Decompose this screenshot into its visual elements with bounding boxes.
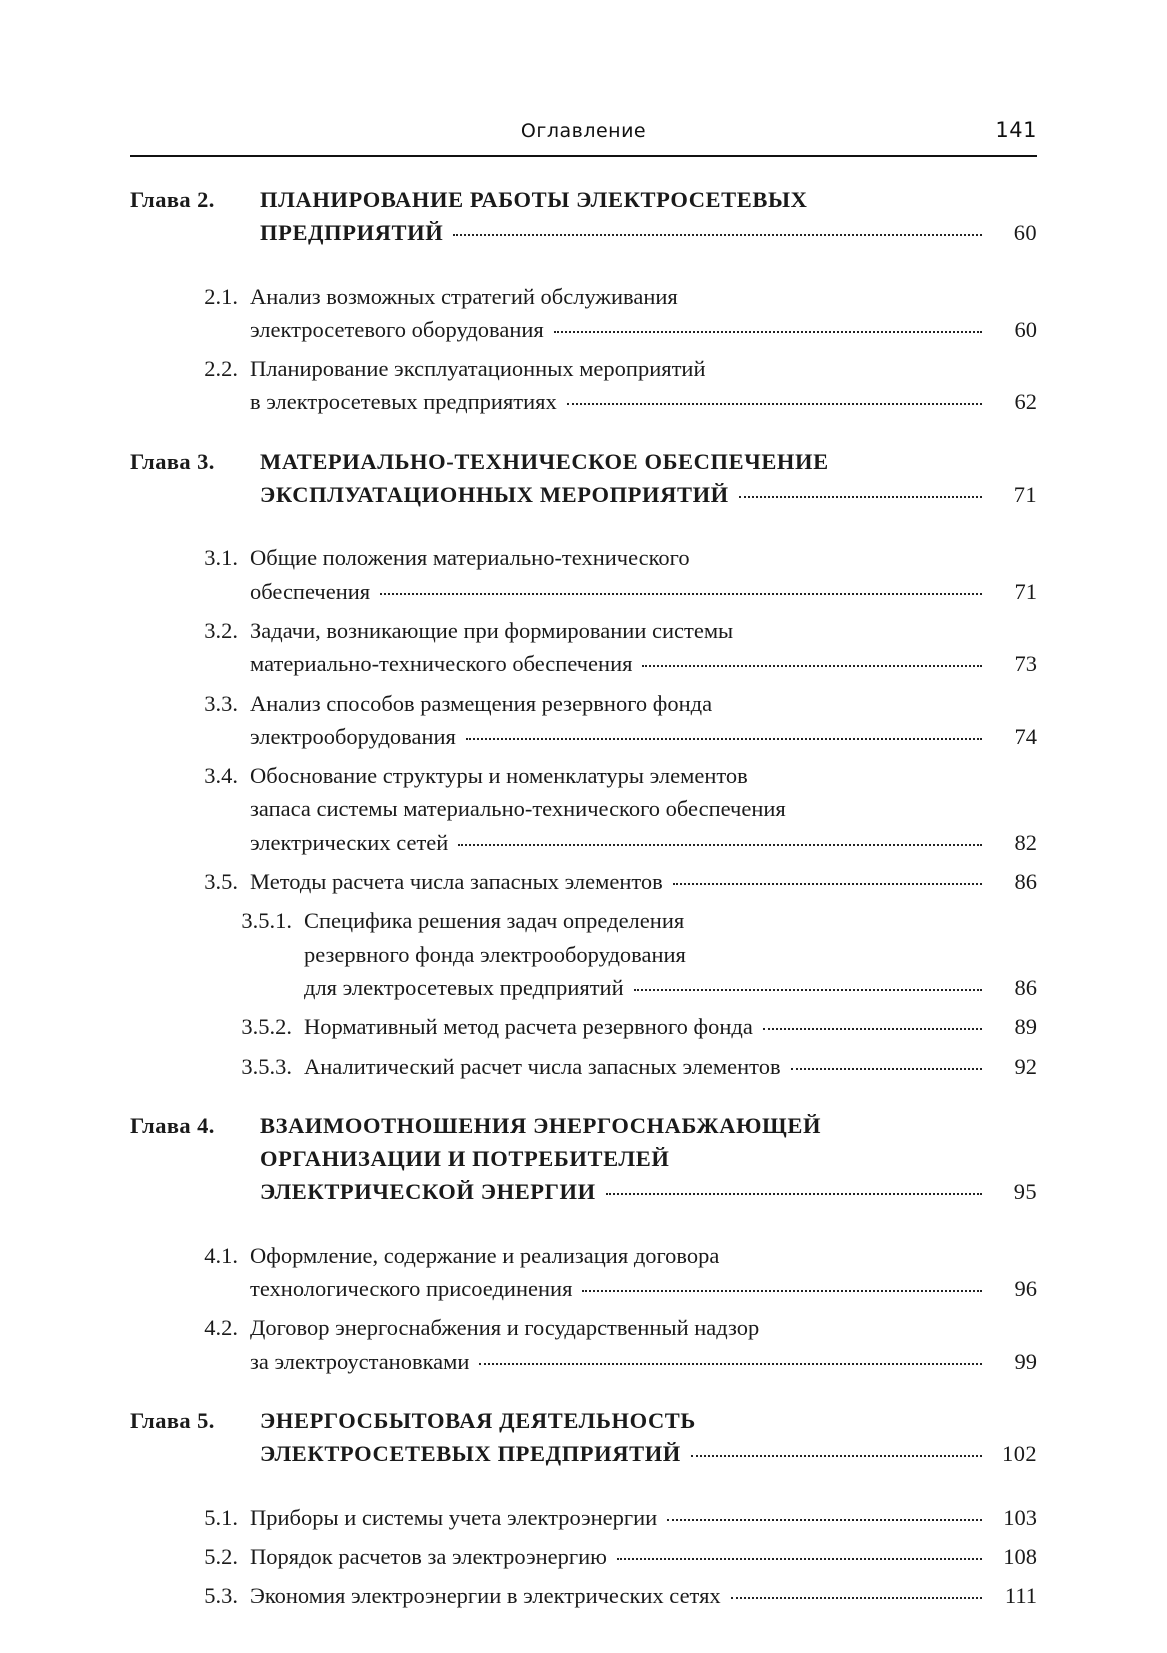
chapter-title-line <box>260 1404 1037 1437</box>
section-title-text: электрооборудования <box>250 723 456 749</box>
section-page-number: 99 <box>1014 1348 1037 1374</box>
section-number: 3.5. <box>204 869 238 895</box>
toc-chapter-block <box>130 1404 1037 1612</box>
section-number: 3.4. <box>204 763 238 789</box>
section-number: 3.1. <box>204 545 238 571</box>
dot-leader <box>642 665 982 667</box>
subsection-body <box>304 904 1037 1004</box>
section-number: 2.1. <box>204 283 238 309</box>
section-body <box>250 687 1037 754</box>
section-title-line <box>250 865 1037 898</box>
section-title-line <box>250 1540 1037 1573</box>
dot-leader <box>667 1519 982 1521</box>
section-title-line <box>250 1579 1037 1612</box>
dot-leader <box>606 1193 982 1195</box>
subsection-title-line <box>304 938 1037 971</box>
subsection-title-text: Аналитический расчет числа запасных элементов <box>304 1053 781 1079</box>
subsection-title-line <box>304 904 1037 937</box>
dot-leader <box>479 1363 982 1365</box>
dot-leader <box>731 1597 982 1599</box>
chapter-title-wrap <box>260 183 1037 250</box>
section-body <box>250 280 1037 347</box>
section-title-text: Порядок расчетов за электроэнергию <box>250 1543 607 1569</box>
section-title-text: Планирование эксплуатационных мероприятий <box>250 356 706 382</box>
section-page-number: 96 <box>1014 1276 1037 1302</box>
section-title-text: запаса системы материально-технического обеспечения <box>250 796 786 822</box>
section-title-text: электросетевого оборудования <box>250 316 544 342</box>
section-title-line <box>250 759 1037 792</box>
chapter-title-line <box>260 1175 1037 1208</box>
dot-leader <box>673 883 982 885</box>
toc-section-entry[interactable] <box>130 1579 1037 1612</box>
chapter-title-text: ЭКСПЛУАТАЦИОННЫХ МЕРОПРИЯТИЙ <box>260 482 729 508</box>
section-page-number: 74 <box>1014 723 1037 749</box>
toc-subsection-entry[interactable] <box>130 1050 1037 1083</box>
section-title-line <box>250 1501 1037 1534</box>
section-title-line <box>250 280 1037 313</box>
section-page-number: 103 <box>1003 1504 1037 1530</box>
chapter-label: Глава 3. <box>130 448 215 474</box>
section-page-number: 108 <box>1003 1543 1037 1569</box>
toc-section-entry[interactable] <box>130 759 1037 859</box>
dot-leader <box>567 403 982 405</box>
section-body <box>250 1311 1037 1378</box>
section-number: 3.3. <box>204 690 238 716</box>
section-title-line <box>250 826 1037 859</box>
subsection-page-number: 86 <box>1014 974 1037 1000</box>
chapter-title-text: ОРГАНИЗАЦИИ И ПОТРЕБИТЕЛЕЙ <box>260 1146 670 1172</box>
dot-leader <box>791 1068 982 1070</box>
section-number: 5.3. <box>204 1583 238 1609</box>
section-body <box>250 865 1037 898</box>
chapter-title-line <box>260 1437 1037 1470</box>
dot-leader <box>554 331 982 333</box>
toc-subsection-entry[interactable] <box>130 1010 1037 1043</box>
section-number: 4.1. <box>204 1242 238 1268</box>
section-body <box>250 759 1037 859</box>
dot-leader <box>691 1455 982 1457</box>
section-title-text: Общие положения материально-технического <box>250 545 690 571</box>
chapter-title-text: ЭЛЕКТРИЧЕСКОЙ ЭНЕРГИИ <box>260 1179 596 1205</box>
section-title-text: Анализ способов размещения резервного фонда <box>250 690 713 716</box>
section-number: 2.2. <box>204 356 238 382</box>
chapter-title-line <box>260 478 1037 511</box>
toc-chapter-block <box>130 445 1037 1083</box>
section-title-line <box>250 1311 1037 1344</box>
chapter-title-line <box>260 1142 1037 1175</box>
section-title-line <box>250 647 1037 680</box>
section-page-number: 62 <box>1014 389 1037 415</box>
toc-chapter-entry[interactable] <box>130 183 1037 250</box>
section-title-text: электрических сетей <box>250 829 449 855</box>
section-page-number: 86 <box>1014 869 1037 895</box>
toc-chapter-block <box>130 1109 1037 1378</box>
section-body <box>250 1540 1037 1573</box>
section-title-line <box>250 1345 1037 1378</box>
chapter-label: Глава 2. <box>130 187 215 212</box>
chapter-title-line <box>260 183 1037 216</box>
section-title-line <box>250 352 1037 385</box>
section-body <box>250 541 1037 608</box>
chapter-label: Глава 5. <box>130 1407 215 1433</box>
running-head <box>130 120 1037 155</box>
subsection-title-line <box>304 1050 1037 1083</box>
toc-section-entry[interactable] <box>130 614 1037 681</box>
section-title-line <box>250 792 1037 825</box>
subsection-title-text: Нормативный метод расчета резервного фонда <box>304 1014 753 1040</box>
section-title-line <box>250 1239 1037 1272</box>
section-page-number: 82 <box>1014 829 1037 855</box>
toc-section-entry[interactable] <box>130 1501 1037 1534</box>
subsection-page-number: 92 <box>1014 1053 1037 1079</box>
section-title-text: материально-технического обеспечения <box>250 651 633 677</box>
section-number: 4.2. <box>204 1315 238 1341</box>
subsection-body <box>304 1010 1037 1043</box>
section-title-text: за электроустановками <box>250 1348 470 1374</box>
section-title-line <box>250 614 1037 647</box>
toc-section-entry[interactable] <box>130 1540 1037 1573</box>
subsection-number: 3.5.3. <box>241 1053 292 1079</box>
section-body <box>250 1579 1037 1612</box>
chapter-page-number: 71 <box>1013 482 1037 508</box>
chapter-title-text: ЭЛЕКТРОСЕТЕВЫХ ПРЕДПРИЯТИЙ <box>260 1441 681 1467</box>
section-number: 5.2. <box>204 1543 238 1569</box>
section-page-number: 71 <box>1014 578 1037 604</box>
section-title-text: обеспечения <box>250 578 371 604</box>
section-number: 5.1. <box>204 1504 238 1530</box>
chapter-title-wrap <box>260 1404 1037 1471</box>
section-body <box>250 352 1037 419</box>
section-title-text: Анализ возможных стратегий обслуживания <box>250 283 678 309</box>
chapter-label: Глава 4. <box>130 1112 215 1138</box>
toc-section-entry[interactable] <box>130 865 1037 898</box>
section-body <box>250 1501 1037 1534</box>
folio-page-number: 141 <box>995 118 1037 142</box>
dot-leader <box>582 1290 982 1292</box>
subsection-number: 3.5.2. <box>241 1014 292 1040</box>
section-page-number: 60 <box>1014 316 1037 342</box>
section-body <box>250 1239 1037 1306</box>
section-title-line <box>250 313 1037 346</box>
subsection-title-text: резервного фонда электрооборудования <box>304 941 686 967</box>
chapter-title-wrap <box>260 1109 1037 1209</box>
toc-section-entry[interactable] <box>130 280 1037 347</box>
toc-section-entry[interactable] <box>130 352 1037 419</box>
chapter-title-text: ЭНЕРГОСБЫТОВАЯ ДЕЯТЕЛЬНОСТЬ <box>260 1407 696 1433</box>
chapter-page-number: 102 <box>1002 1441 1037 1467</box>
toc-section-entry[interactable] <box>130 687 1037 754</box>
toc-chapter-entry[interactable] <box>130 1404 1037 1471</box>
toc-chapter-entry[interactable] <box>130 1109 1037 1209</box>
section-number: 3.2. <box>204 617 238 643</box>
dot-leader <box>739 496 982 498</box>
subsection-title-line <box>304 1010 1037 1043</box>
section-title-line <box>250 385 1037 418</box>
section-body <box>250 614 1037 681</box>
chapter-page-number: 95 <box>1013 1179 1037 1205</box>
dot-leader <box>380 593 982 595</box>
chapter-title-text: ПЛАНИРОВАНИЕ РАБОТЫ ЭЛЕКТРОСЕТЕВЫХ <box>260 187 808 212</box>
section-title-line <box>250 687 1037 720</box>
chapter-page-number: 60 <box>1013 220 1037 246</box>
section-title-text: Оформление, содержание и реализация договора <box>250 1242 720 1268</box>
table-of-contents <box>130 183 1037 1612</box>
section-title-text: технологического присоединения <box>250 1276 573 1302</box>
chapter-title-text: ПРЕДПРИЯТИЙ <box>260 220 444 246</box>
subsection-title-text: Специфика решения задач определения <box>304 908 685 934</box>
section-title-text: Обоснование структуры и номенклатуры элементов <box>250 763 748 789</box>
toc-chapter-entry[interactable] <box>130 445 1037 512</box>
section-title-text: Приборы и системы учета электроэнергии <box>250 1504 658 1530</box>
toc-chapter-block <box>130 183 1037 419</box>
dot-leader <box>763 1028 982 1030</box>
dot-leader <box>617 1558 982 1560</box>
subsection-page-number: 89 <box>1014 1014 1037 1040</box>
running-head-title: Оглавление <box>520 120 647 142</box>
section-title-line <box>250 1272 1037 1305</box>
subsection-title-text: для электросетевых предприятий <box>304 974 624 1000</box>
dot-leader <box>634 989 982 991</box>
section-title-text: Задачи, возникающие при формировании системы <box>250 617 734 643</box>
section-title-text: Экономия электроэнергии в электрических сетях <box>250 1583 721 1609</box>
subsection-body <box>304 1050 1037 1083</box>
section-title-text: Методы расчета числа запасных элементов <box>250 869 663 895</box>
section-title-line <box>250 575 1037 608</box>
chapter-title-line <box>260 216 1037 249</box>
section-page-number: 111 <box>1004 1583 1037 1609</box>
chapter-title-line <box>260 445 1037 478</box>
toc-section-entry[interactable] <box>130 1311 1037 1378</box>
section-title-line <box>250 541 1037 574</box>
toc-section-entry[interactable] <box>130 1239 1037 1306</box>
section-title-line <box>250 720 1037 753</box>
dot-leader <box>453 234 982 236</box>
toc-subsection-entry[interactable] <box>130 904 1037 1004</box>
chapter-title-line <box>260 1109 1037 1142</box>
chapter-title-text: ВЗАИМООТНОШЕНИЯ ЭНЕРГОСНАБЖАЮЩЕЙ <box>260 1112 822 1138</box>
section-page-number: 73 <box>1014 651 1037 677</box>
header-rule <box>130 155 1037 157</box>
chapter-title-wrap <box>260 445 1037 512</box>
toc-section-entry[interactable] <box>130 541 1037 608</box>
section-title-text: Договор энергоснабжения и государственный надзор <box>250 1315 760 1341</box>
dot-leader <box>466 738 982 740</box>
chapter-title-text: МАТЕРИАЛЬНО-ТЕХНИЧЕСКОЕ ОБЕСПЕЧЕНИЕ <box>260 448 829 474</box>
section-title-text: в электросетевых предприятиях <box>250 389 557 415</box>
dot-leader <box>458 844 982 846</box>
subsection-title-line <box>304 971 1037 1004</box>
subsection-number: 3.5.1. <box>241 908 292 934</box>
